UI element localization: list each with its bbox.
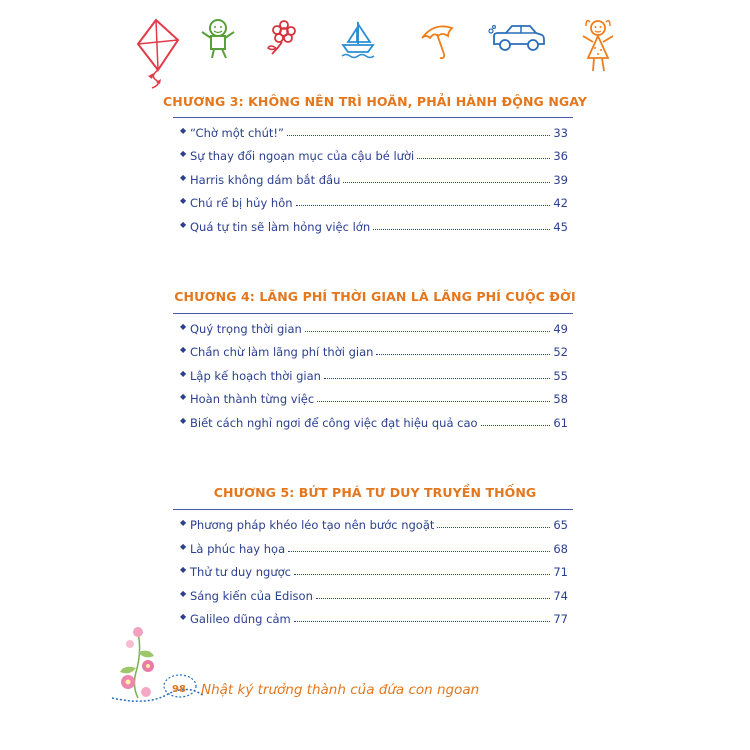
entry-title: Là phúc hay họa (190, 542, 286, 556)
toc-entry[interactable] (180, 145, 568, 163)
toc-entry[interactable] (180, 514, 568, 532)
entry-title: Thử tư duy ngược (190, 565, 291, 579)
dot-leader (287, 134, 550, 136)
girl-drawing-icon (580, 16, 616, 76)
section-divider (173, 509, 573, 510)
dot-leader (317, 400, 550, 402)
section-divider (173, 117, 573, 118)
bullet-icon: ◆ (180, 173, 187, 182)
entry-page: 71 (553, 565, 568, 579)
dot-leader (437, 526, 550, 528)
entry-title: Chần chừ làm lãng phí thời gian (190, 345, 374, 359)
entry-title: Lập kế hoạch thời gian (190, 369, 321, 383)
sailboat-icon (340, 20, 376, 60)
dot-leader (324, 377, 550, 379)
entry-title: Sự thay đổi ngoạn mục của cậu bé lười (190, 149, 415, 163)
entry-title: “Chờ một chút!” (190, 126, 284, 140)
dot-leader (288, 550, 550, 552)
dot-leader (343, 181, 550, 183)
toc-entry[interactable] (180, 561, 568, 579)
entry-title: Quá tự tin sẽ làm hỏng việc lớn (190, 220, 371, 234)
toc-entry[interactable] (180, 365, 568, 383)
bullet-icon: ◆ (180, 345, 187, 354)
entry-title: Sáng kiến của Edison (190, 589, 313, 603)
chapter-title: CHƯƠNG 3: KHÔNG NÊN TRÌ HOÃN, PHẢI HÀNH ĐỘNG NGAY (163, 94, 587, 109)
car-icon (488, 22, 548, 54)
child-drawing-icon (198, 18, 238, 60)
flower-decoration-icon (108, 622, 208, 710)
bullet-icon: ◆ (180, 392, 187, 401)
toc-entry[interactable] (180, 388, 568, 406)
toc-entry[interactable] (180, 585, 568, 603)
bullet-icon: ◆ (180, 126, 187, 135)
entry-page: 33 (553, 126, 568, 140)
dot-leader (481, 424, 551, 426)
entry-page: 55 (553, 369, 568, 383)
toc-entry[interactable] (180, 341, 568, 359)
bullet-icon: ◆ (180, 196, 187, 205)
book-title: Nhật ký trưởng thành của đứa con ngoan (201, 682, 480, 698)
bullet-icon: ◆ (180, 369, 187, 378)
bullet-icon: ◆ (180, 589, 187, 598)
bullet-icon: ◆ (180, 518, 187, 527)
bullet-icon: ◆ (180, 542, 187, 551)
bullet-icon: ◆ (180, 149, 187, 158)
bullet-icon: ◆ (180, 612, 187, 621)
toc-entry[interactable] (180, 318, 568, 336)
page-number: 98 (172, 684, 186, 695)
dot-leader (305, 330, 551, 332)
toc-entry[interactable] (180, 169, 568, 187)
toc-entry[interactable] (180, 608, 568, 626)
entry-page: 39 (553, 173, 568, 187)
entry-page: 45 (553, 220, 568, 234)
entry-title: Hoàn thành từng việc (190, 392, 315, 406)
toc-entry[interactable] (180, 216, 568, 234)
entry-page: 58 (553, 392, 568, 406)
umbrella-icon (418, 22, 458, 60)
chapter-title: CHƯƠNG 4: LÃNG PHÍ THỜI GIAN LÀ LÃNG PHÍ CUỘC ĐỜI (174, 289, 576, 304)
flower-icon (266, 20, 300, 56)
dot-leader (294, 620, 551, 622)
entry-page: 68 (553, 542, 568, 556)
dot-leader (373, 228, 550, 230)
header-icons (0, 0, 750, 90)
toc-entry[interactable] (180, 538, 568, 556)
entry-page: 65 (553, 518, 568, 532)
dot-leader (376, 353, 550, 355)
entry-title: Chú rể bị hủy hôn (190, 196, 293, 210)
bullet-icon: ◆ (180, 416, 187, 425)
toc-entry[interactable] (180, 192, 568, 210)
dot-leader (296, 204, 551, 206)
entry-title: Phương pháp khéo léo tạo nên bước ngoặt (190, 518, 435, 532)
entry-page: 49 (553, 322, 568, 336)
entry-title: Galileo dũng cảm (190, 612, 291, 626)
toc-entry[interactable] (180, 122, 568, 140)
entry-title: Quý trọng thời gian (190, 322, 302, 336)
entry-page: 77 (553, 612, 568, 626)
entry-page: 42 (553, 196, 568, 210)
dot-leader (316, 597, 551, 599)
entry-page: 74 (553, 589, 568, 603)
bullet-icon: ◆ (180, 220, 187, 229)
entry-title: Biết cách nghỉ ngơi để công việc đạt hiệu quả cao (190, 416, 478, 430)
entry-page: 52 (553, 345, 568, 359)
chapter-title: CHƯƠNG 5: BỨT PHÁ TƯ DUY TRUYỀN THỐNG (213, 485, 537, 500)
entry-page: 36 (553, 149, 568, 163)
dot-leader (294, 573, 550, 575)
dot-leader (417, 157, 550, 159)
entry-page: 61 (553, 416, 568, 430)
entry-title: Harris không dám bắt đầu (190, 173, 341, 187)
bullet-icon: ◆ (180, 322, 187, 331)
section-divider (173, 313, 573, 314)
kite-icon (132, 18, 182, 90)
toc-entry[interactable] (180, 412, 568, 430)
bullet-icon: ◆ (180, 565, 187, 574)
